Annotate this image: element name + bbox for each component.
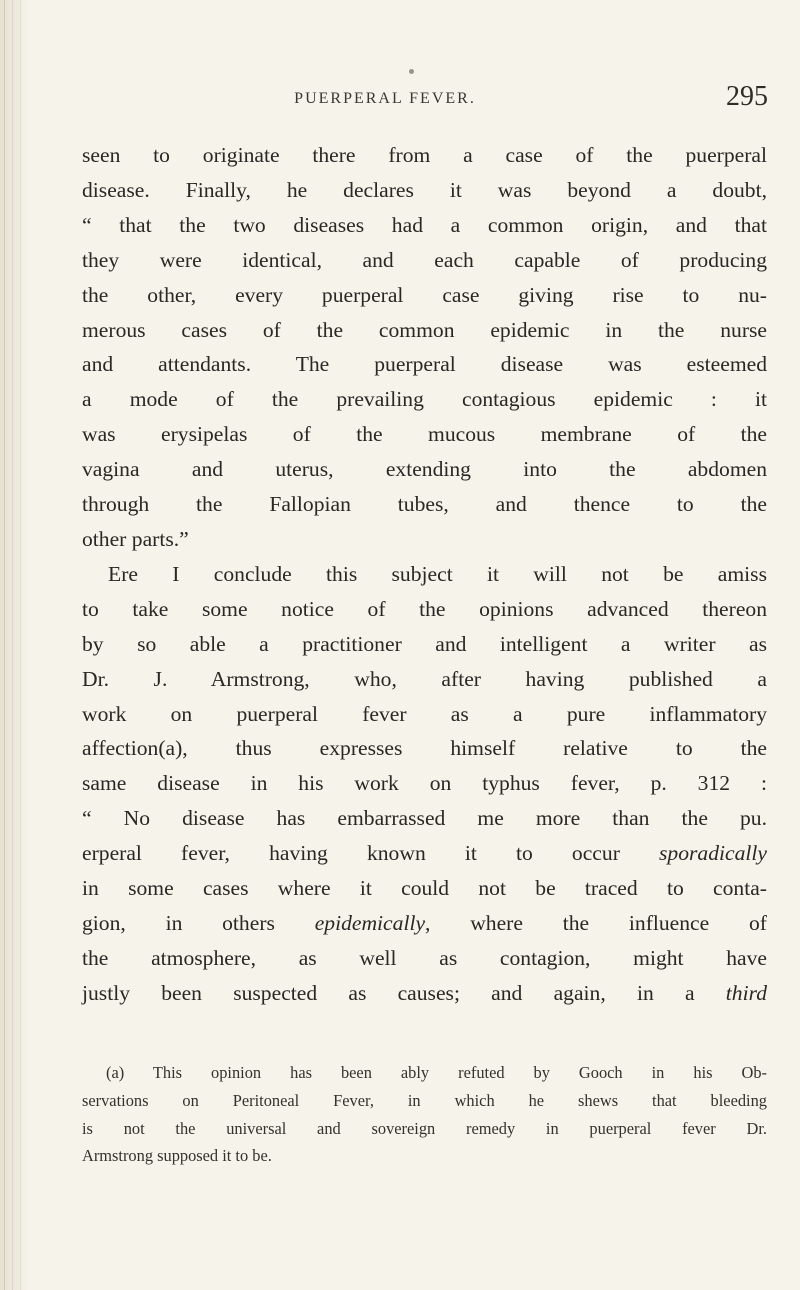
- text-line: same disease in his work on typhus fever, p. 312 :: [82, 771, 767, 796]
- text-line: seen to originate there from a case of the puerperal: [82, 143, 767, 167]
- text-line: [82, 976, 767, 1011]
- text-line: a mode of the prevailing contagious epidemic : it: [82, 387, 767, 412]
- paragraph-start-line: Ere I conclude this subject it will not be amiss: [108, 561, 767, 586]
- footnote-line: is not the universal and sovereign remedy in puerperal fever Dr.: [82, 1118, 767, 1138]
- ink-speck: [409, 69, 414, 74]
- text-line: through the Fallopian tubes, and thence to the: [82, 492, 767, 517]
- page-gutter: [0, 0, 28, 1290]
- text-line: other parts.”: [82, 526, 189, 551]
- running-title: PUERPERAL FEVER.: [294, 90, 476, 107]
- text-line: work on puerperal fever as a pure inflammatory: [82, 701, 767, 726]
- text-line: to take some notice of the opinions advanced thereon: [82, 596, 767, 621]
- italic-word: third: [725, 980, 767, 1005]
- text-line: they were identical, and each capable of producing: [82, 247, 767, 272]
- text-line: [82, 906, 767, 941]
- footnote: [82, 1059, 767, 1170]
- text-line: the other, every puerperal case giving rise to nu-: [82, 282, 767, 307]
- text-segment: , where the influence of: [425, 910, 767, 935]
- text-segment: erperal fever, having known it to occur: [82, 841, 620, 866]
- text-line: vagina and uterus, extending into the abdomen: [82, 457, 767, 482]
- text-line: Dr. J. Armstrong, who, after having published a: [82, 666, 767, 691]
- text-line: disease. Finally, he declares it was beyond a doubt,: [82, 177, 767, 202]
- body-text: [82, 138, 767, 1011]
- text-line: the atmosphere, as well as contagion, might have: [82, 945, 767, 970]
- footnote-line: (a) This opinion has been ably refuted by Gooch in his Ob-: [106, 1063, 767, 1082]
- italic-word: sporadically: [659, 841, 767, 866]
- text-line: in some cases where it could not be traced to conta-: [82, 876, 767, 901]
- gutter-line: [20, 0, 21, 1290]
- text-line: merous cases of the common epidemic in the nurse: [82, 317, 767, 342]
- text-line: by so able a practitioner and intelligent a writer as: [82, 631, 767, 656]
- page-number: 295: [726, 81, 768, 112]
- text-segment: justly been suspected as causes; and again, in a: [82, 980, 695, 1005]
- text-line: and attendants. The puerperal disease was esteemed: [82, 352, 767, 377]
- text-line: “ that the two diseases had a common origin, and that: [82, 212, 767, 237]
- text-line: was erysipelas of the mucous membrane of the: [82, 422, 767, 447]
- footnote-line: servations on Peritoneal Fever, in which he shews that bleeding: [82, 1090, 767, 1110]
- text-line: [82, 836, 767, 871]
- text-line: affection(a), thus expresses himself relative to the: [82, 736, 767, 761]
- gutter-line: [4, 0, 5, 1290]
- italic-word: epidemically: [314, 910, 426, 935]
- text-line: “ No disease has embarrassed me more than the pu.: [82, 806, 767, 831]
- text-segment: gion, in others: [82, 910, 275, 935]
- gutter-line: [12, 0, 13, 1290]
- footnote-line: Armstrong supposed it to be.: [82, 1146, 272, 1166]
